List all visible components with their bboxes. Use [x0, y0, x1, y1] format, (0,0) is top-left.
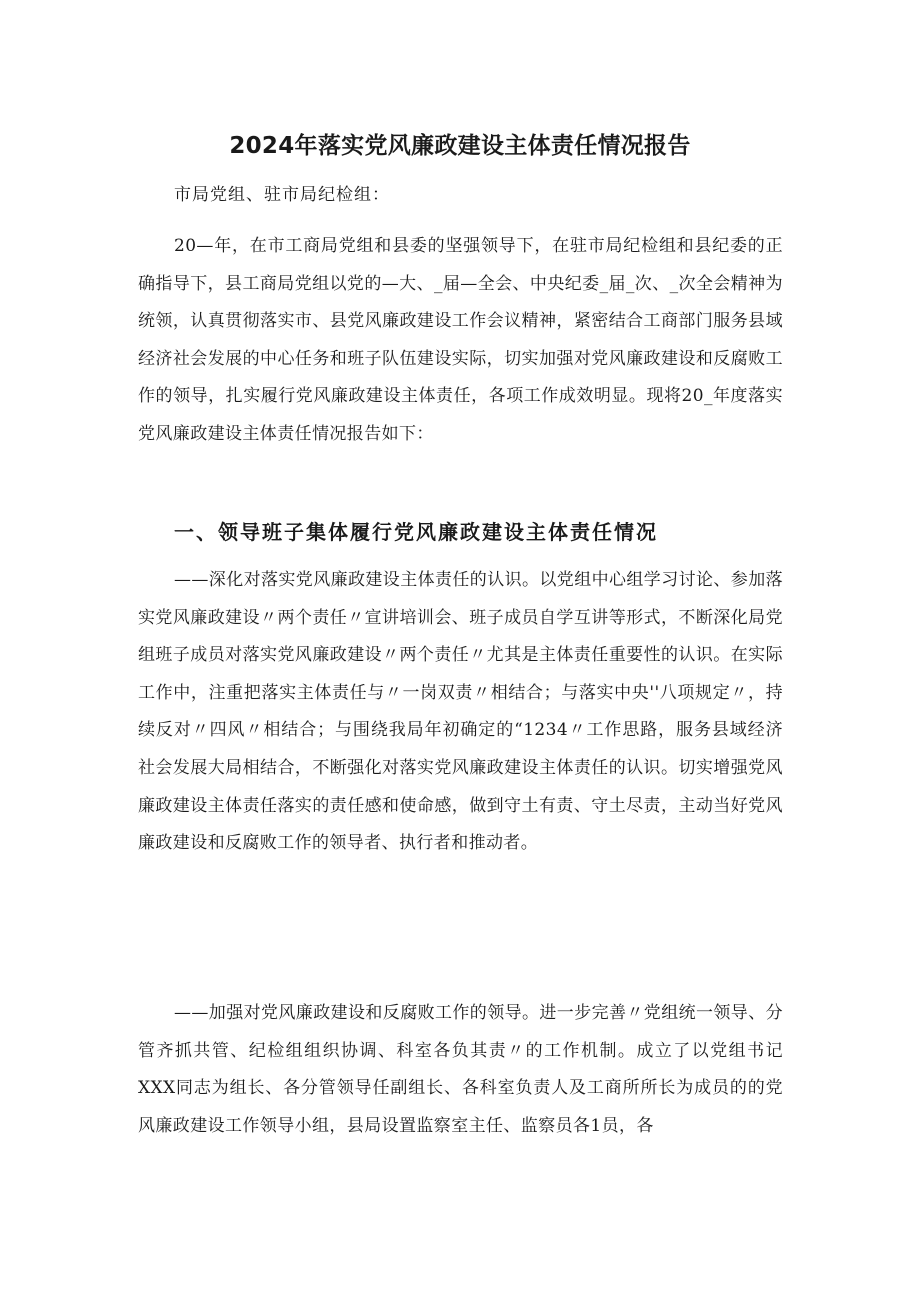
paragraph-intro: 20—年，在市工商局党组和县委的坚强领导下，在驻市局纪检组和县纪委的正确指导下，县工商局党组以党的—大、_届—全会、中央纪委_届_次、_次全会精神为统领，认真贯彻落实市、县党风廉政建设工作会议精神，紧密结合工商部门服务县域经济社会发展的中心任务和班子队伍建设实际，切实加强对党风廉政建设和反腐败工作的领导，扎实履行党风廉政建设主体责任，各项工作成效明显。现将20_年度落实党风廉政建设主体责任情况报告如下： — [138, 236, 783, 444]
paragraph-understanding: ——深化对落实党风廉政建设主体责任的认识。以党组中心组学习讨论、参加落实党风廉政建设〃两个责任〃宣讲培训会、班子成员自学互讲等形式，不断深化局党组班子成员对落实党风廉政建设〃两个责任〃尤其是主体责任重要性的认识。在实际工作中，注重把落实主体责任与〃一岗双责〃相结合；与落实中央''八项规定〃，持续反对〃四风〃相结合；与围绕我局年初确定的“1234〃工作思路，服务县域经济社会发展大局相结合，不断强化对落实党风廉政建设主体责任的认识。切实增强党风廉政建设主体责任落实的责任感和使命感，做到守土有责、守土尽责，主动当好党风廉政建设和反腐败工作的领导者、执行者和推动者。 — [138, 570, 783, 854]
salutation: 市局党组、驻市局纪检组： — [174, 185, 390, 205]
document-title: 2024年落实党风廉政建设主体责任情况报告 — [229, 133, 691, 159]
section-heading: 一、领导班子集体履行党风廉政建设主体责任情况 — [174, 520, 658, 544]
paragraph-leadership: ——加强对党风廉政建设和反腐败工作的领导。进一步完善〃党组统一领导、分管齐抓共管、纪检组组织协调、科室各负其责〃的工作机制。成立了以党组书记XXX同志为组长、各分管领导任副组长、各科室负责人及工商所所长为成员的的党风廉政建设工作领导小组，县局设置监察室主任、监察员各1员，各 — [138, 1003, 783, 1136]
